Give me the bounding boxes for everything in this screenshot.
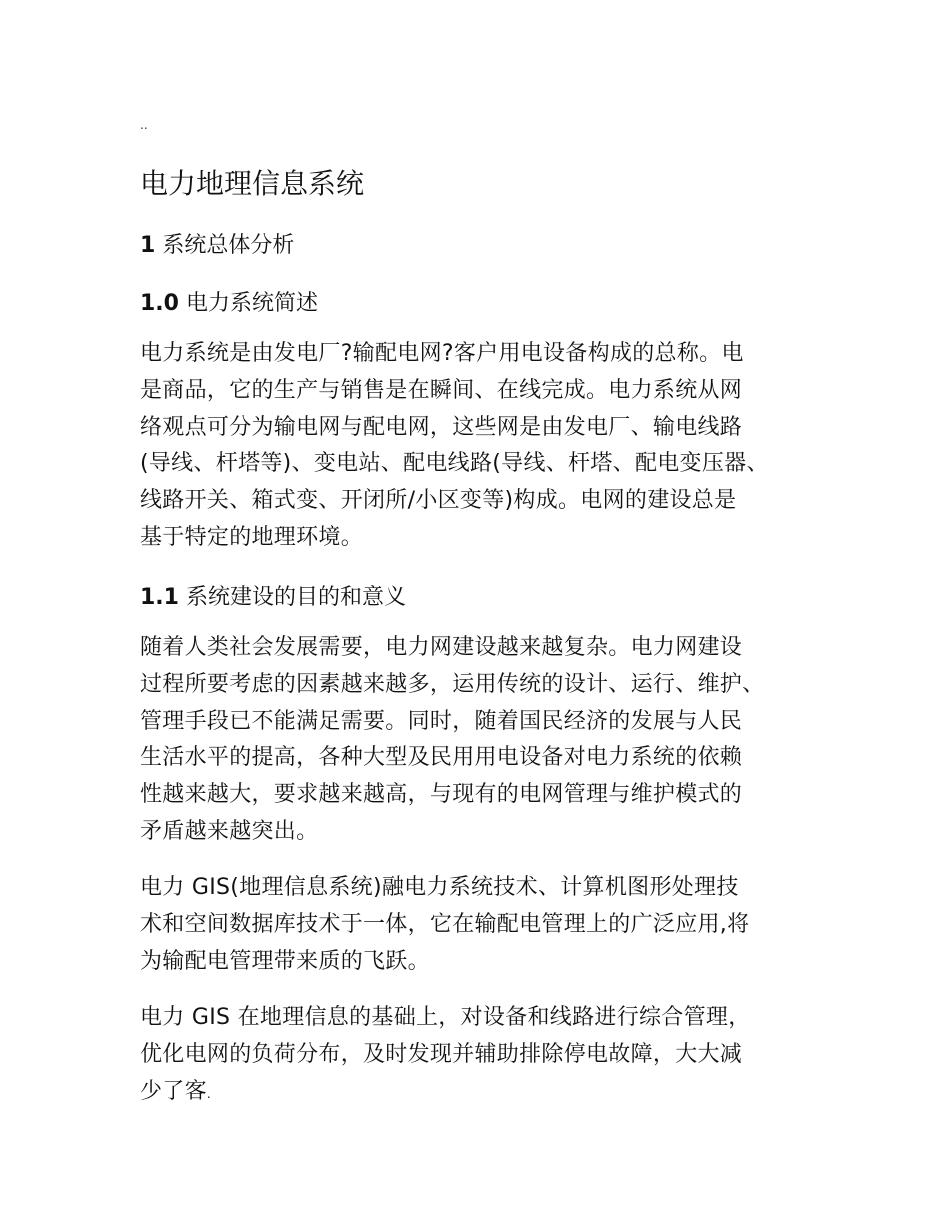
section-heading-1: [140, 228, 294, 259]
trailing-mark: .: [206, 1086, 212, 1101]
paragraph-line: 术和空间数据库技术于一体，它在输配电管理上的广泛应用,将: [140, 911, 750, 937]
page-marker: ..: [140, 118, 148, 132]
document-title: 电力地理信息系统: [140, 167, 365, 200]
paragraph-line: 管理手段已不能满足需要。同时，随着国民经济的发展与人民: [140, 708, 743, 734]
paragraph-purpose: [140, 630, 810, 851]
section-heading-1-1: [140, 580, 406, 611]
section-number: 1.0: [140, 291, 179, 316]
paragraph-line: 电力 GIS(地理信息系统)融电力系统技术、计算机图形处理技: [140, 875, 739, 900]
section-title: 系统总体分析: [162, 233, 295, 258]
section-heading-1-0: [140, 286, 318, 317]
paragraph-line-text: 少了客: [140, 1078, 207, 1104]
paragraph-line: 矛盾越来越突出。: [140, 818, 319, 844]
paragraph-line: 为输配电管理带来质的飞跃。: [140, 948, 430, 974]
section-title: 电力系统简述: [185, 291, 318, 316]
paragraph-line: 电力系统是由发电厂?输配电网?客户用电设备构成的总称。电: [140, 341, 744, 366]
paragraph-line: 是商品，它的生产与销售是在瞬间、在线完成。电力系统从网: [140, 377, 743, 403]
paragraph-line: 过程所要考虑的因素越来越多，运用传统的设计、运行、维护、: [140, 671, 765, 697]
section-title: 系统建设的目的和意义: [185, 585, 406, 610]
paragraph-gis-intro: [140, 870, 810, 980]
paragraph-line: (导线、杆塔等)、变电站、配电线路(导线、杆塔、配电变压器、: [140, 451, 769, 477]
paragraph-line: 性越来越大，要求越来越高，与现有的电网管理与维护模式的: [140, 782, 743, 808]
section-number: 1: [140, 233, 156, 258]
paragraph-line: 络观点可分为输电网与配电网，这些网是由发电厂、输电线路: [140, 414, 743, 440]
paragraph-line: 优化电网的负荷分布，及时发现并辅助排除停电故障，大大减: [140, 1041, 743, 1067]
paragraph-line: 线路开关、箱式变、开闭所/小区变等)构成。电网的建设总是: [140, 488, 737, 514]
paragraph-line: 基于特定的地理环境。: [140, 524, 364, 550]
paragraph-line: 生活水平的提高，各种大型及民用用电设备对电力系统的依赖: [140, 745, 743, 771]
paragraph-power-system-overview: [140, 336, 810, 557]
paragraph-line: 随着人类社会发展需要，电力网建设越来越复杂。电力网建设: [140, 635, 743, 660]
paragraph-gis-benefits: [140, 1000, 810, 1112]
paragraph-line: 电力 GIS 在地理信息的基础上，对设备和线路进行综合管理，: [140, 1005, 751, 1030]
paragraph-line: [140, 1074, 810, 1113]
section-number: 1.1: [140, 585, 179, 610]
